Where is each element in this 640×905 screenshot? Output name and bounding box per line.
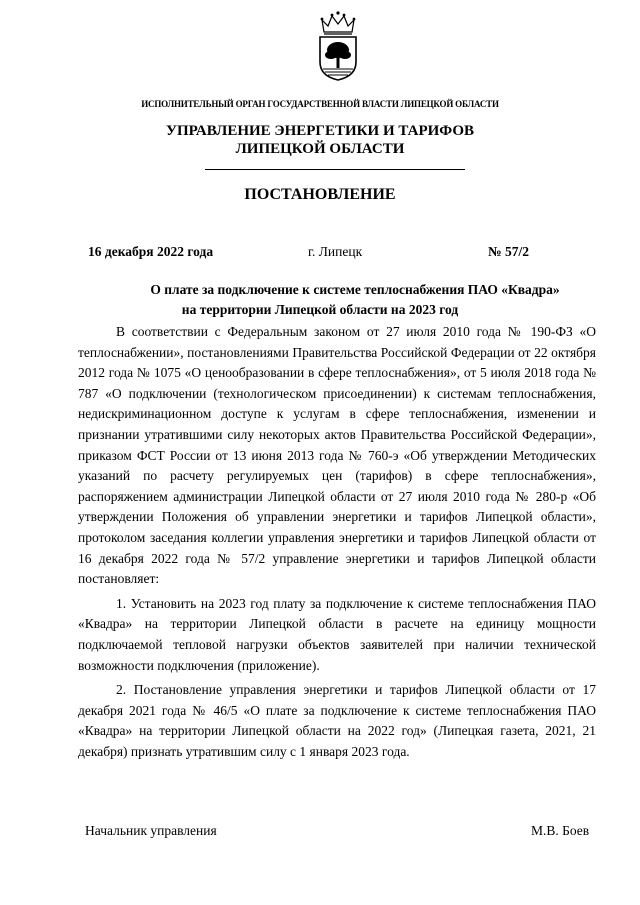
signatory-title: Начальник управления (85, 823, 217, 838)
subject-line2: на территории Липецкой области на 2023 год (181, 302, 459, 317)
document-date: 16 декабря 2022 года (88, 244, 214, 259)
authority-name: ИСПОЛНИТЕЛЬНЫЙ ОРГАН ГОСУДАРСТВЕННОЙ ВЛАСТИ ЛИПЕЦКОЙ ОБЛАСТИ (141, 99, 499, 109)
header-divider (205, 169, 465, 170)
document-city: г. Липецк (308, 244, 363, 259)
item-2-paragraph: 2. Постановление управления энергетики и тарифов Липецкой области от 17 декабря 2021 года № 46/5 «О плате за подключение к системе теплоснабжения ПАО «Квадра» на территории Липецкой области на 2022 год» (Липецкая газета, 2021, 21 декабря) признать утратившим силу с 1 января 2023 года. (78, 682, 596, 759)
subject-line1: О плате за подключение к системе теплоснабжения ПАО «Квадра» (150, 282, 560, 297)
department-name-line2: ЛИПЕЦКОЙ ОБЛАСТИ (235, 141, 405, 157)
preamble-paragraph: В соответствии с Федеральным законом от 27 июля 2010 года № 190-ФЗ «О теплоснабжении», постановлениями Правительства Российской Федерации от 22 октября 2012 года № 1075 «О ценообразовании в сфере теплоснабжения», от 5 июля 2018 года № 787 «О подключении (технологическом присоединении) к системам теплоснабжения, недискриминационном доступе к услугам в сфере теплоснабжения, изменении и признании утратившими силу некоторых актов Правительства Российской Федерации», приказом ФСТ России от 13 июня 2013 года № 760-э «Об утверждении Методических указаний по расчету регулируемых цен (тарифов) в сфере теплоснабжения», распоряжением администрации Липецкой области от 27 июля 2010 года № 280-р «Об утверждении Положения об управлении энергетики и тарифов Липецкой области», протоколом заседания коллегии управления энергетики и тарифов Липецкой области от 16 декабря 2022 года № 57/2 управление энергетики и тарифов Липецкой области постановляет: (78, 324, 596, 587)
item-1-paragraph: 1. Установить на 2023 год плату за подключение к системе теплоснабжения ПАО «Квадра» на территории Липецкой области в расчете на единицу мощности подключаемой тепловой нагрузки объектов заявителей при наличии технической возможности подключения (приложение). (78, 595, 596, 673)
signatory-name: М.В. Боев (531, 823, 590, 838)
department-name-line1: УПРАВЛЕНИЕ ЭНЕРГЕТИКИ И ТАРИФОВ (165, 123, 475, 139)
document-number: № 57/2 (488, 244, 529, 259)
document-type: ПОСТАНОВЛЕНИЕ (244, 186, 396, 203)
coat-of-arms-icon (316, 10, 360, 82)
document-body (78, 322, 596, 762)
